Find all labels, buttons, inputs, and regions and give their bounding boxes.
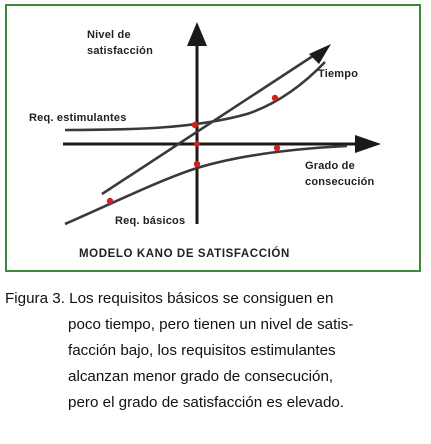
marker-basic-left: [107, 198, 113, 204]
marker-stimulating-left: [192, 122, 198, 128]
y-axis-label-line2: satisfacción: [87, 45, 153, 57]
diagram-title: MODELO KANO DE SATISFACCIÓN: [79, 248, 290, 260]
time-label: Tiempo: [318, 68, 359, 80]
marker-basic-right: [274, 145, 280, 151]
x-axis-label-line2: consecución: [305, 176, 375, 188]
caption-line-5: pero el grado de satisfacción es elevado.: [68, 394, 345, 411]
caption-line-1: Figura 3. Los requisitos básicos se consiguen en: [5, 290, 334, 307]
caption-line-2: poco tiempo, pero tienen un nivel de satis-: [68, 316, 354, 333]
basic-label: Req. básicos: [115, 215, 186, 227]
marker-basic-center: [194, 161, 200, 167]
marker-origin: [194, 141, 200, 147]
y-axis-label-line1: Nivel de: [87, 29, 131, 41]
x-axis-label-line1: Grado de: [305, 160, 355, 172]
x-axis-arrowhead: [355, 135, 381, 153]
kano-diagram-frame: [5, 4, 421, 272]
marker-stimulating-right: [272, 95, 278, 101]
kano-diagram: [7, 6, 419, 270]
y-axis-arrowhead: [187, 22, 207, 46]
figure-caption: [5, 286, 421, 416]
time-line-arrowhead: [309, 44, 331, 64]
stimulating-label: Req. estimulantes: [29, 112, 127, 124]
caption-line-4: alcanzan menor grado de consecución,: [68, 368, 334, 385]
caption-line-3: facción bajo, los requisitos estimulantes: [68, 342, 336, 359]
